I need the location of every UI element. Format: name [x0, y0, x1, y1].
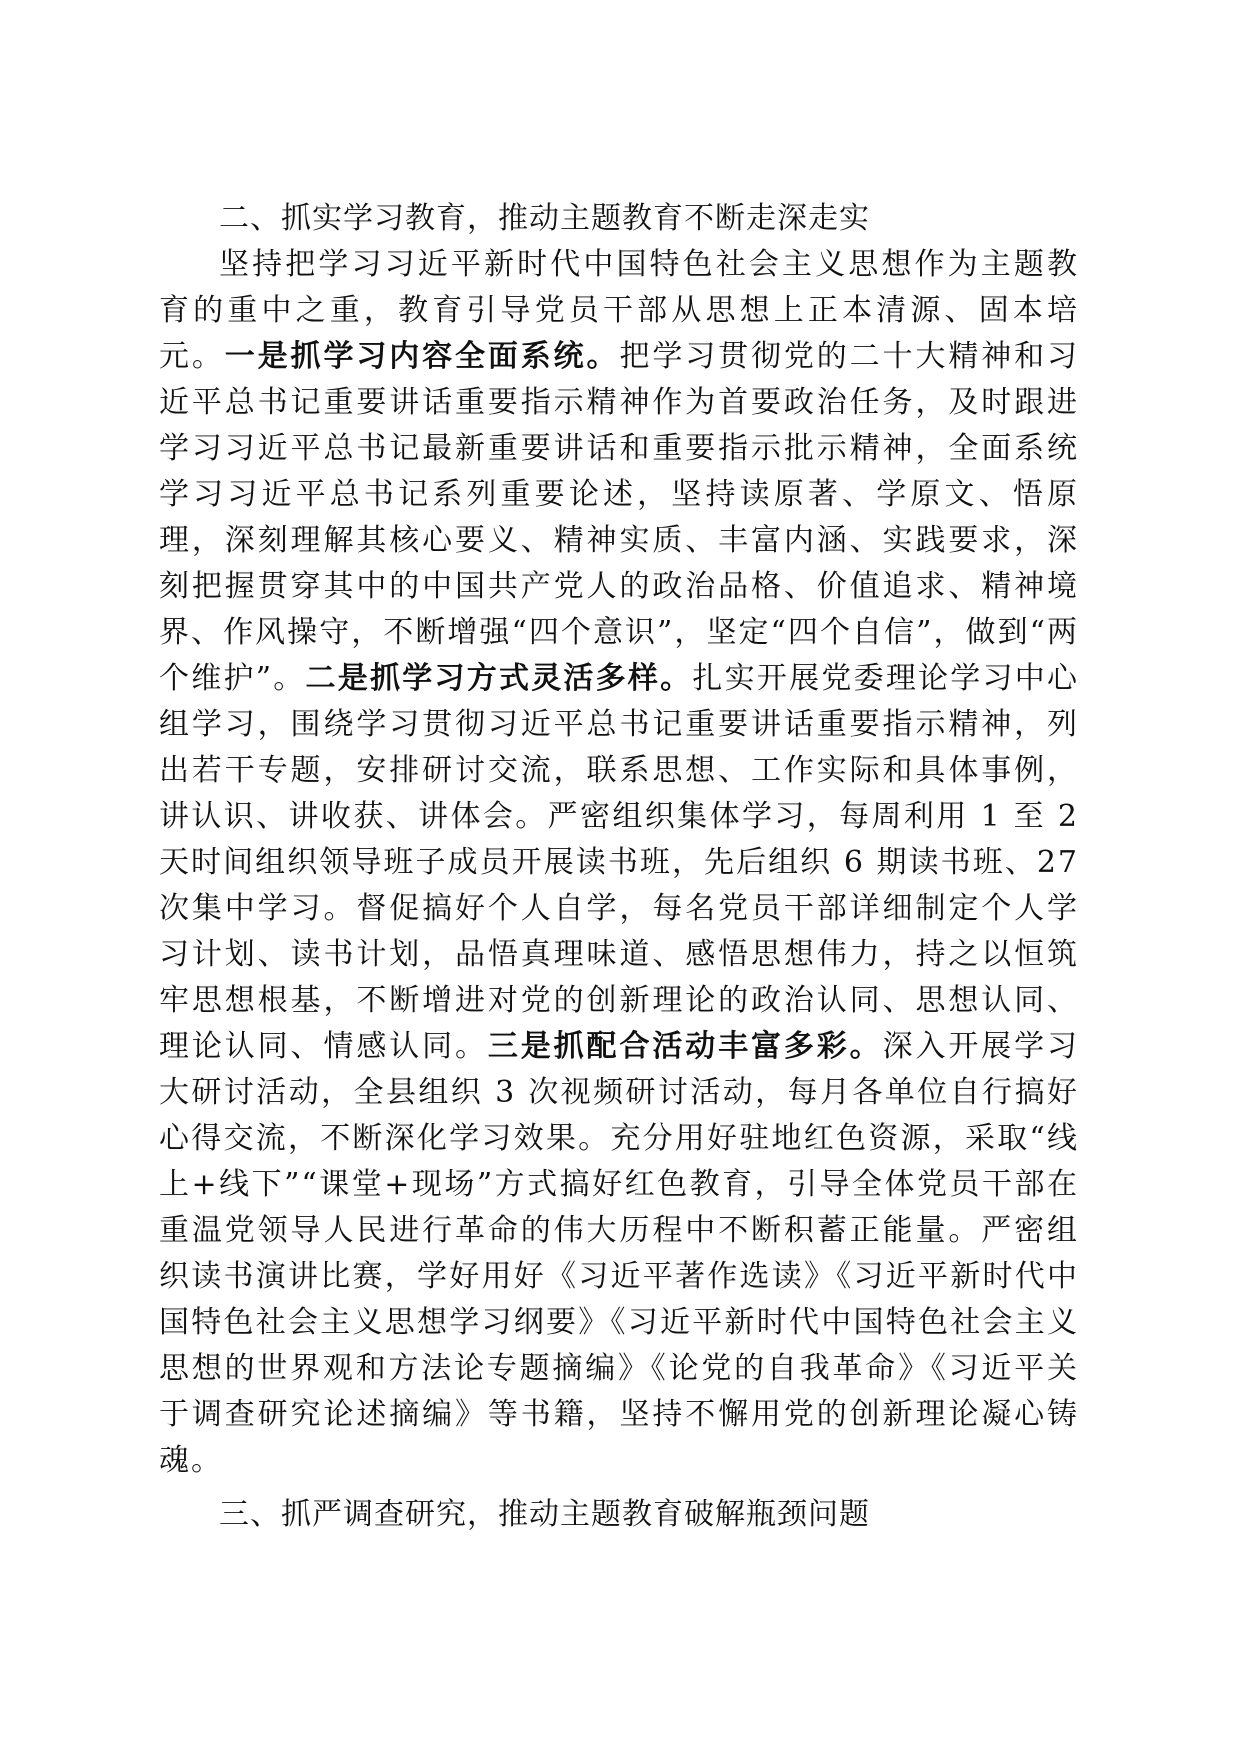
paragraph-text-3: 扎实开展党委理论学习中心组学习，围绕学习贯彻习近平总书记重要讲话重要指示精神，列出若干专题，安排研讨交流，联系思想、工作实际和具体事例，讲认识、讲收获、讲体会。严密组织集体学习，每周利用 1 至 2 天时间组织领导班子成员开展读书班，先后组织 6 期读书班、27 次集中学习。督促搞好个人自学，每名党员干部详细制定个人学习计划、读书计划，品悟真理味道、感悟思想伟力，持之以恒筑牢思想根基，不断增进对党的创新理论的政治认同、思想认同、理论认同、情感认同。: [159, 661, 1080, 1064]
document-body: [159, 196, 1079, 1538]
paragraph-text-4: 深入开展学习大研讨活动，全县组织 3 次视频研讨活动，每月各单位自行搞好心得交流，不断深化学习效果。充分用好驻地红色资源，采取“线上+线下”“课堂+现场”方式搞好红色教育，引导全体党员干部在重温党领导人民进行革命的伟大历程中不断积蓄正能量。严密组织读书演讲比赛，学好用好《习近平著作选读》《习近平新时代中国特色社会主义思想学习纲要》《习近平新时代中国特色社会主义思想的世界观和方法论专题摘编》《论党的自我革命》《习近平关于调查研究论述摘编》等书籍，坚持不懈用党的创新理论凝心铸魂。: [159, 1029, 1080, 1478]
bold-point-1: 一是抓学习内容全面系统。: [224, 339, 620, 374]
section-heading-3: 三、抓严调查研究，推动主题教育破解瓶颈问题: [219, 1497, 870, 1532]
section-heading-2: 二、抓实学习教育，推动主题教育不断走深走实: [219, 201, 870, 236]
bold-point-2: 二是抓学习方式灵活多样。: [305, 661, 693, 696]
paragraph-text-2: 把学习贯彻党的二十大精神和习近平总书记重要讲话重要指示精神作为首要政治任务，及时跟进学习习近平总书记最新重要讲话和重要指示批示精神，全面系统学习习近平总书记系列重要论述，坚持读原著、学原文、悟原理，深刻理解其核心要义、精神实质、丰富内涵、实践要求，深刻把握贯穿其中的中国共产党人的政治品格、价值追求、精神境界、作风操守，不断增强“四个意识”，坚定“四个自信”，做到“两个维护”。: [159, 339, 1080, 696]
bold-point-3: 三是抓配合活动丰富多彩。: [487, 1029, 883, 1064]
paragraph-text-1: 坚持把学习习近平新时代中国特色社会主义思想作为主题教育的重中之重，教育引导党员干部从思想上正本清源、固本培元。: [159, 247, 1079, 374]
body-paragraph: [159, 242, 1079, 1484]
